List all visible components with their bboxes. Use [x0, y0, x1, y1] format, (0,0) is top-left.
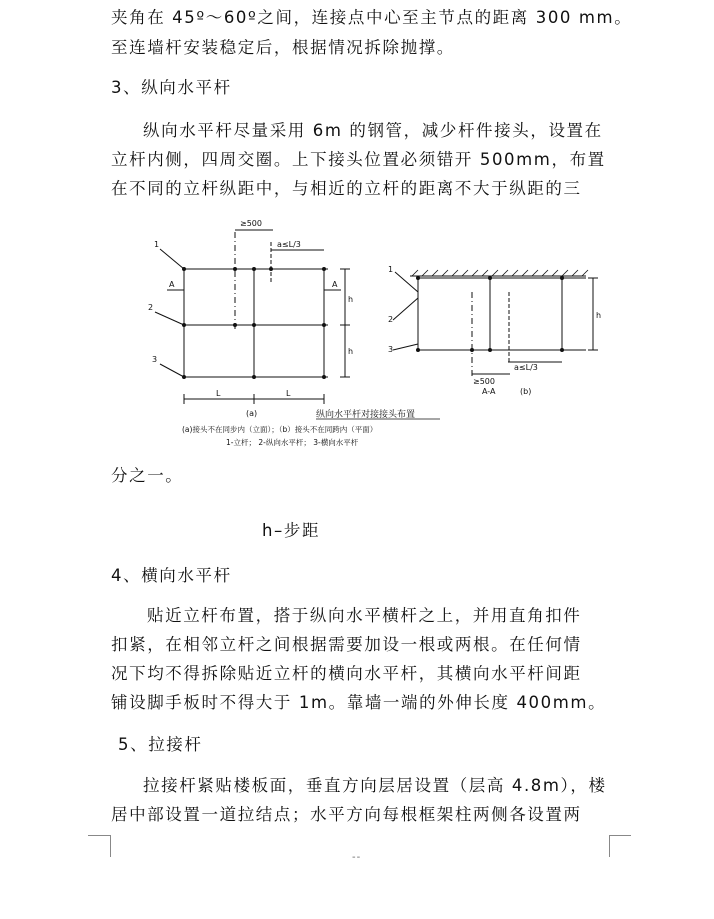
figure-caption: (a)接头不在同步内（立面）；（b）接头不在同跨内（平面） — [182, 425, 378, 434]
callout-3: 3 — [388, 345, 394, 354]
callout-2: 2 — [148, 303, 154, 312]
callout-1: 1 — [154, 240, 160, 249]
dim-label: h — [348, 347, 354, 356]
margin-mark — [88, 835, 110, 836]
paragraph-line: 夹角在 45º～60º之间，连接点中心至主节点的距离 300 mm。 — [111, 8, 633, 27]
footer-mark: -- — [352, 852, 362, 863]
dim-label: a≤L/3 — [514, 363, 538, 372]
paragraph-line: 况下均不得拆除贴近立杆的横向水平杆，其横向水平杆间距 — [111, 664, 582, 683]
callout-2: 2 — [388, 315, 394, 324]
margin-mark — [110, 835, 111, 857]
section-heading-3: 3、纵向水平杆 — [111, 78, 232, 97]
paragraph-line: 贴近立杆布置，搭于纵向水平横杆之上，并用直角扣件 — [147, 606, 582, 625]
callout-3: 3 — [152, 355, 158, 364]
dim-label: L — [216, 389, 221, 398]
paragraph-line: 至连墙杆安装稳定后，根据情况拆除抛撑。 — [111, 38, 455, 57]
dim-label: a≤L/3 — [277, 240, 301, 249]
dim-label: L — [286, 389, 291, 398]
paragraph-line: 分之一。 — [111, 466, 184, 485]
subfigure-label: (a) — [246, 409, 258, 418]
margin-mark — [609, 835, 610, 857]
callout-1: 1 — [388, 265, 394, 274]
section-heading-4: 4、横向水平杆 — [111, 566, 232, 585]
figure-legend: 1-立杆； 2-纵向水平杆； 3-横向水平杆 — [226, 438, 359, 447]
section-label: A-A — [482, 387, 496, 396]
paragraph-line: 扣紧，在相邻立杆之间根据需要加设一根或两根。在任何情 — [111, 635, 582, 654]
section-mark: A — [332, 280, 338, 289]
section-mark: A — [169, 280, 175, 289]
dim-label: ≥500 — [240, 219, 262, 228]
paragraph-line: 纵向水平杆尽量采用 6m 的钢管，减少杆件接头，设置在 — [143, 121, 603, 140]
paragraph-line: 拉接杆紧贴楼板面，垂直方向层居设置（层高 4.8m），楼 — [143, 776, 607, 795]
dim-label: ≥500 — [473, 377, 495, 386]
step-note: h–步距 — [262, 521, 321, 540]
joint-layout-figure — [140, 212, 610, 452]
margin-mark — [609, 835, 631, 836]
section-heading-5: 5、拉接杆 — [118, 735, 203, 754]
paragraph-line: 居中部设置一道拉结点；水平方向每根框架柱两侧各设置两 — [111, 805, 582, 824]
subfigure-label: (b) — [520, 387, 532, 396]
paragraph-line: 铺设脚手板时不得大于 1m。靠墙一端的外伸长度 400mm。 — [111, 693, 607, 712]
figure-title: 纵向水平杆对接接头布置 — [316, 410, 416, 420]
dim-label: h — [596, 311, 602, 320]
paragraph-line: 立杆内侧，四周交圈。上下接头位置必须错开 500mm，布置 — [111, 150, 606, 169]
paragraph-line: 在不同的立杆纵距中，与相近的立杆的距离不大于纵距的三 — [111, 179, 582, 198]
dim-label: h — [348, 295, 354, 304]
